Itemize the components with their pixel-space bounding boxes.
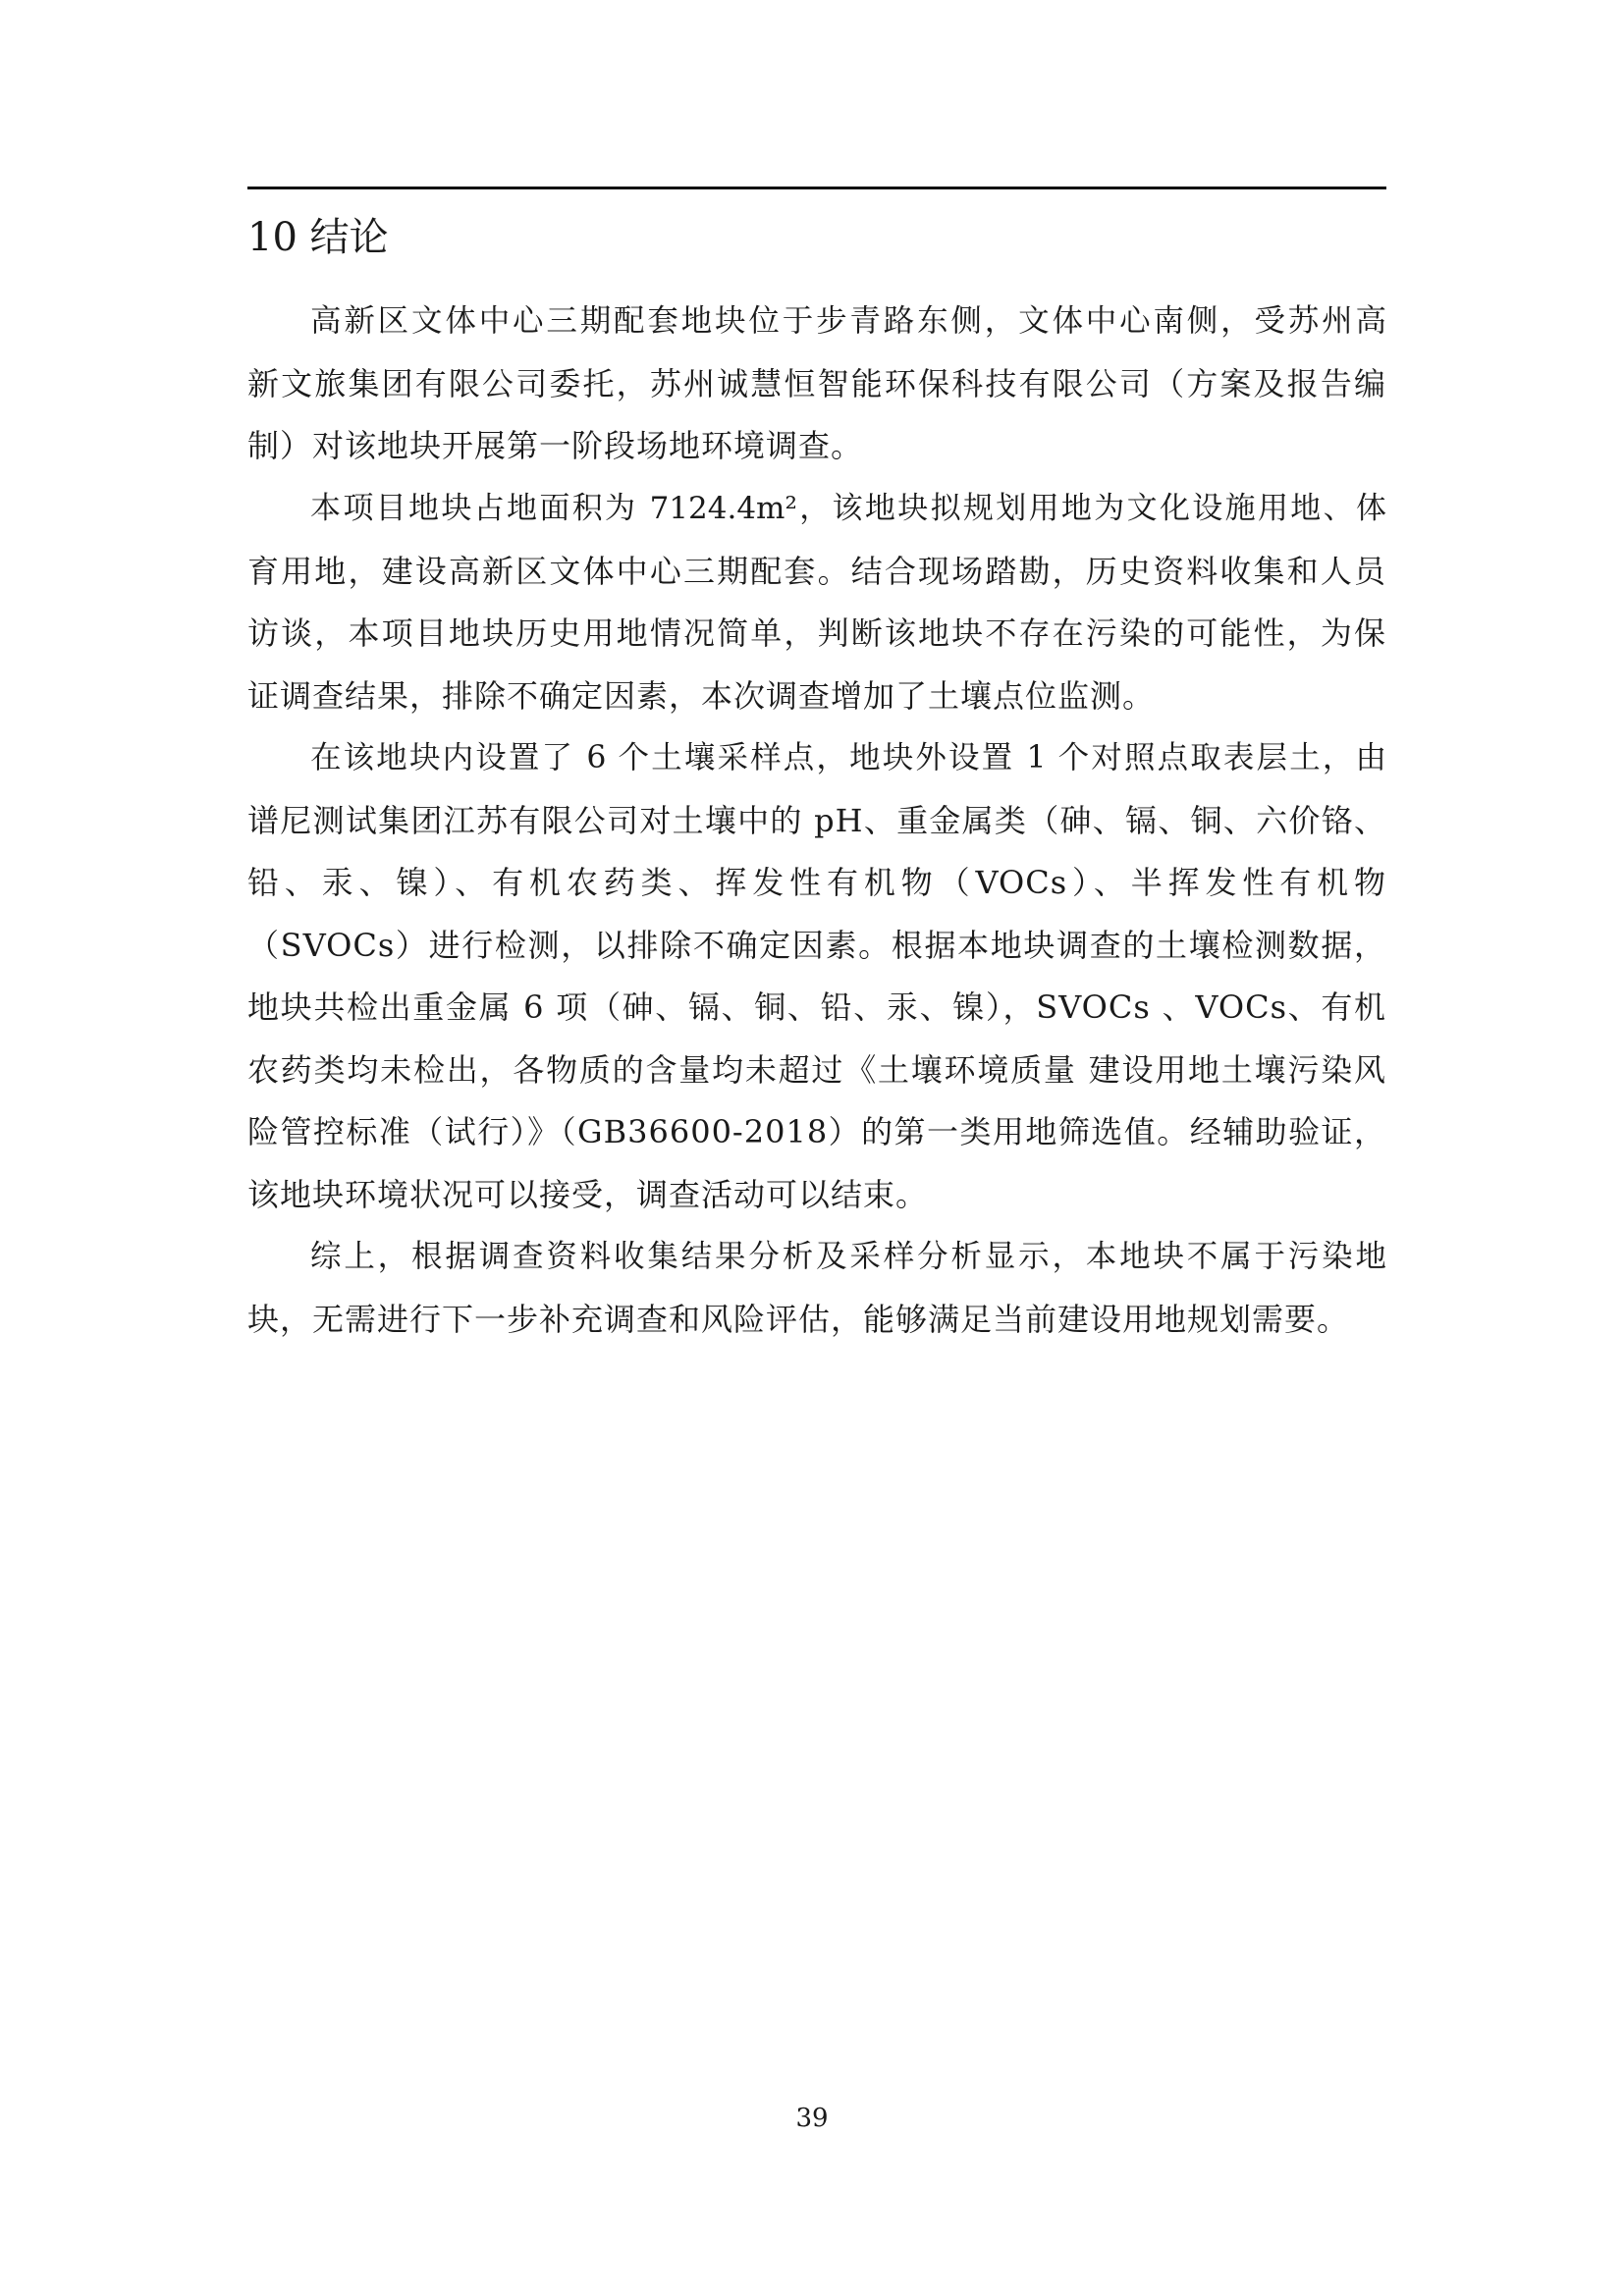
text-line: 高新区文体中心三期配套地块位于步青路东侧，文体中心南侧，受苏州高	[310, 303, 1386, 339]
section-heading: 10 结论	[247, 215, 389, 260]
text-line: 访谈，本项目地块历史用地情况简单，判断该地块不存在污染的可能性，为保	[247, 614, 1386, 652]
text-line: 铅、汞、镍）、有机农药类、挥发性有机物（VOCs）、半挥发性有机物	[247, 864, 1386, 901]
text-line: 制）对该地块开展第一阶段场地环境调查。	[247, 427, 864, 464]
text-line: 综上，根据调查资料收集结果分析及采样分析显示，本地块不属于污染地	[310, 1239, 1386, 1274]
paragraph-3	[247, 727, 1386, 1226]
text-line: （SVOCs）进行检测，以排除不确定因素。根据本地块调查的土壤检测数据，	[247, 926, 1386, 964]
header-rule	[247, 187, 1386, 189]
text-line: 地块共检出重金属 6 项（砷、镉、铜、铅、汞、镍），SVOCs 、VOCs、有机	[247, 988, 1386, 1026]
paragraph-1	[247, 291, 1386, 478]
text-line: 谱尼测试集团江苏有限公司对土壤中的 pH、重金属类（砷、镉、铜、六价铬、	[247, 801, 1386, 839]
text-line: 本项目地块占地面积为 7124.4m²，该地块拟规划用地为文化设施用地、体	[310, 491, 1386, 526]
text-line: 块，无需进行下一步补充调查和风险评估，能够满足当前建设用地规划需要。	[247, 1300, 1350, 1338]
text-line: 育用地，建设高新区文体中心三期配套。结合现场踏勘，历史资料收集和人员	[247, 552, 1386, 590]
text-line: 农药类均未检出，各物质的含量均未超过《土壤环境质量 建设用地土壤污染风	[247, 1050, 1386, 1089]
page-number: 39	[795, 2104, 829, 2133]
text-line: 新文旅集团有限公司委托，苏州诚慧恒智能环保科技有限公司（方案及报告编	[247, 364, 1386, 402]
body-text	[247, 291, 1386, 1351]
text-line: 险管控标准（试行）》（GB36600-2018）的第一类用地筛选值。经辅助验证，	[247, 1113, 1386, 1150]
paragraph-2	[247, 478, 1386, 727]
text-line: 该地块环境状况可以接受，调查活动可以结束。	[247, 1175, 929, 1213]
paragraph-4	[247, 1226, 1386, 1351]
text-line: 证调查结果，排除不确定因素，本次调查增加了土壤点位监测。	[247, 676, 1156, 715]
text-line: 在该地块内设置了 6 个土壤采样点，地块外设置 1 个对照点取表层土，由	[310, 740, 1386, 775]
